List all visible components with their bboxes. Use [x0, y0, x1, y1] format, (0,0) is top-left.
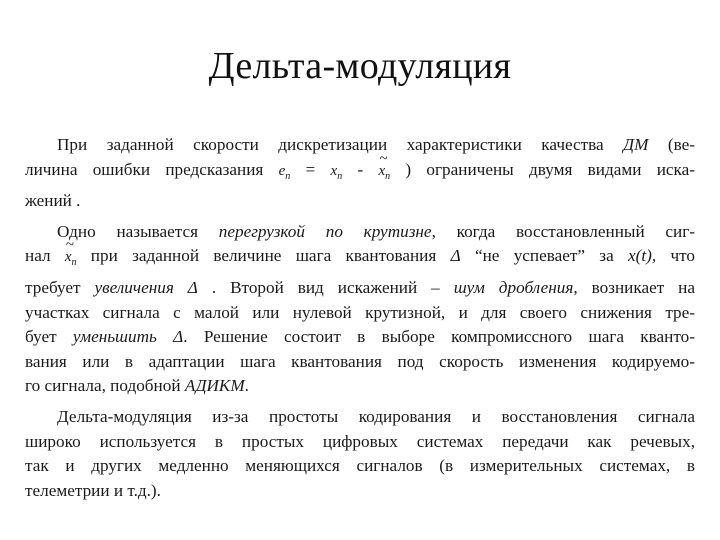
error-symbol: $e_n$ [278, 162, 291, 182]
slide-title: Дельта-модуляция [208, 45, 512, 87]
p2-line-1: Одно называется перегрузкой по крутизне, когда восстановленный сиг- [57, 221, 695, 241]
paragraph-3 [25, 405, 695, 503]
p1-line-1: При заданной скорости дискретизации характеристики качества ДМ (ве- [57, 135, 695, 154]
p2-line-3: требует увеличения Δ . Второй вид искажений – шум дробления, возникает на [25, 277, 695, 297]
p1-line-3: жений . [25, 191, 81, 211]
p1-line-2: личина ошибки предсказания $e_n = x_n$ - ~ $x_n$ ) ограничены двумя видами иска- [25, 158, 695, 190]
paragraph-1 [25, 133, 695, 214]
p3-line-4: телеметрии и т.д.). [25, 480, 161, 500]
p3-line-2: широко используется в простых цифровых системах передачи как речевых, [25, 431, 695, 451]
p3-line-1: Дельта-модуляция из-за простоты кодирования и восстановления сигнала [57, 406, 695, 426]
p2-line-4: участках сигнала с малой или нулевой крутизной, и для своего снижения тре- [25, 302, 695, 322]
x-tilde-symbol: ~ $x_n$ [378, 159, 390, 190]
slide-body [25, 133, 695, 503]
p2-line-7: го сигнала, подобной АДИКМ. [25, 376, 249, 396]
paragraph-2 [25, 220, 695, 399]
p3-line-3: так и других медленно меняющихся сигналов (в измерительных системах, в [25, 456, 695, 476]
p2-line-6: вания или в адаптации шага квантования под скорость изменения кодируемо- [25, 351, 695, 371]
p2-line-2: нал ~ $x_n$ при заданной величине шага квантования Δ “не успевает” за x(t), что [25, 244, 695, 276]
p2-line-5: бует уменьшить Δ. Решение состоит в выборе компромиссного шага кванто- [25, 327, 695, 347]
x-tilde-symbol: ~ $x_n$ [65, 245, 77, 276]
x-symbol: $x_n$ [330, 162, 343, 182]
